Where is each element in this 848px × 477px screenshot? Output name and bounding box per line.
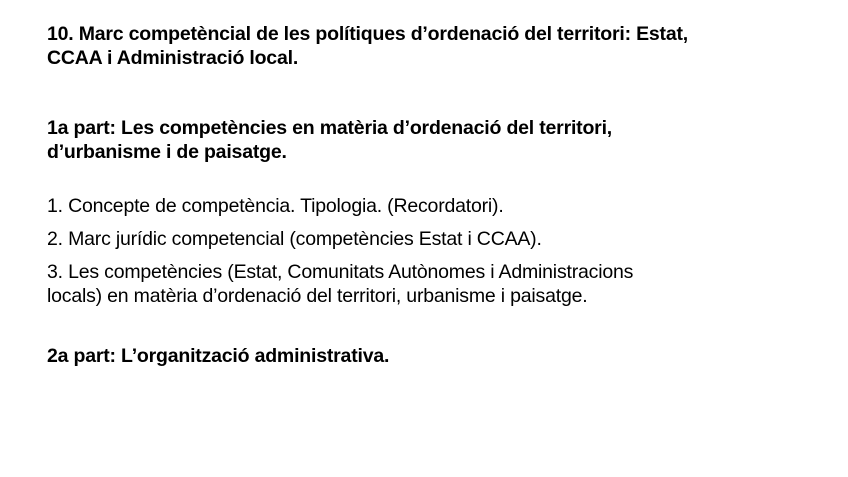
title-line-1: 10. Marc competèncial de les polítiques d’ordenació del territori: Estat, bbox=[47, 23, 688, 45]
list-item-text: 2. Marc jurídic competencial (competències Estat i CCAA). bbox=[47, 228, 542, 250]
title-line-2: CCAA i Administració local. bbox=[47, 47, 299, 69]
part-1-line-1: 1a part: Les competències en matèria d’ordenació del territori, bbox=[47, 117, 613, 139]
list-item bbox=[47, 260, 747, 308]
list-item-text-line-1: 3. Les competències (Estat, Comunitats Autònomes i Administracions bbox=[47, 261, 634, 283]
part-1-line-2: d’urbanisme i de paisatge. bbox=[47, 141, 287, 163]
list-item bbox=[47, 227, 747, 251]
part-1-heading bbox=[47, 116, 747, 164]
part-2-heading: 2a part: L’organització administrativa. bbox=[47, 345, 390, 367]
slide-content bbox=[47, 22, 747, 368]
list-item-text: 1. Concepte de competència. Tipologia. (Recordatori). bbox=[47, 195, 504, 217]
list-item-text-line-2: locals) en matèria d’ordenació del territori, urbanisme i paisatge. bbox=[47, 285, 588, 307]
list-item bbox=[47, 194, 747, 218]
slide-title bbox=[47, 22, 747, 70]
